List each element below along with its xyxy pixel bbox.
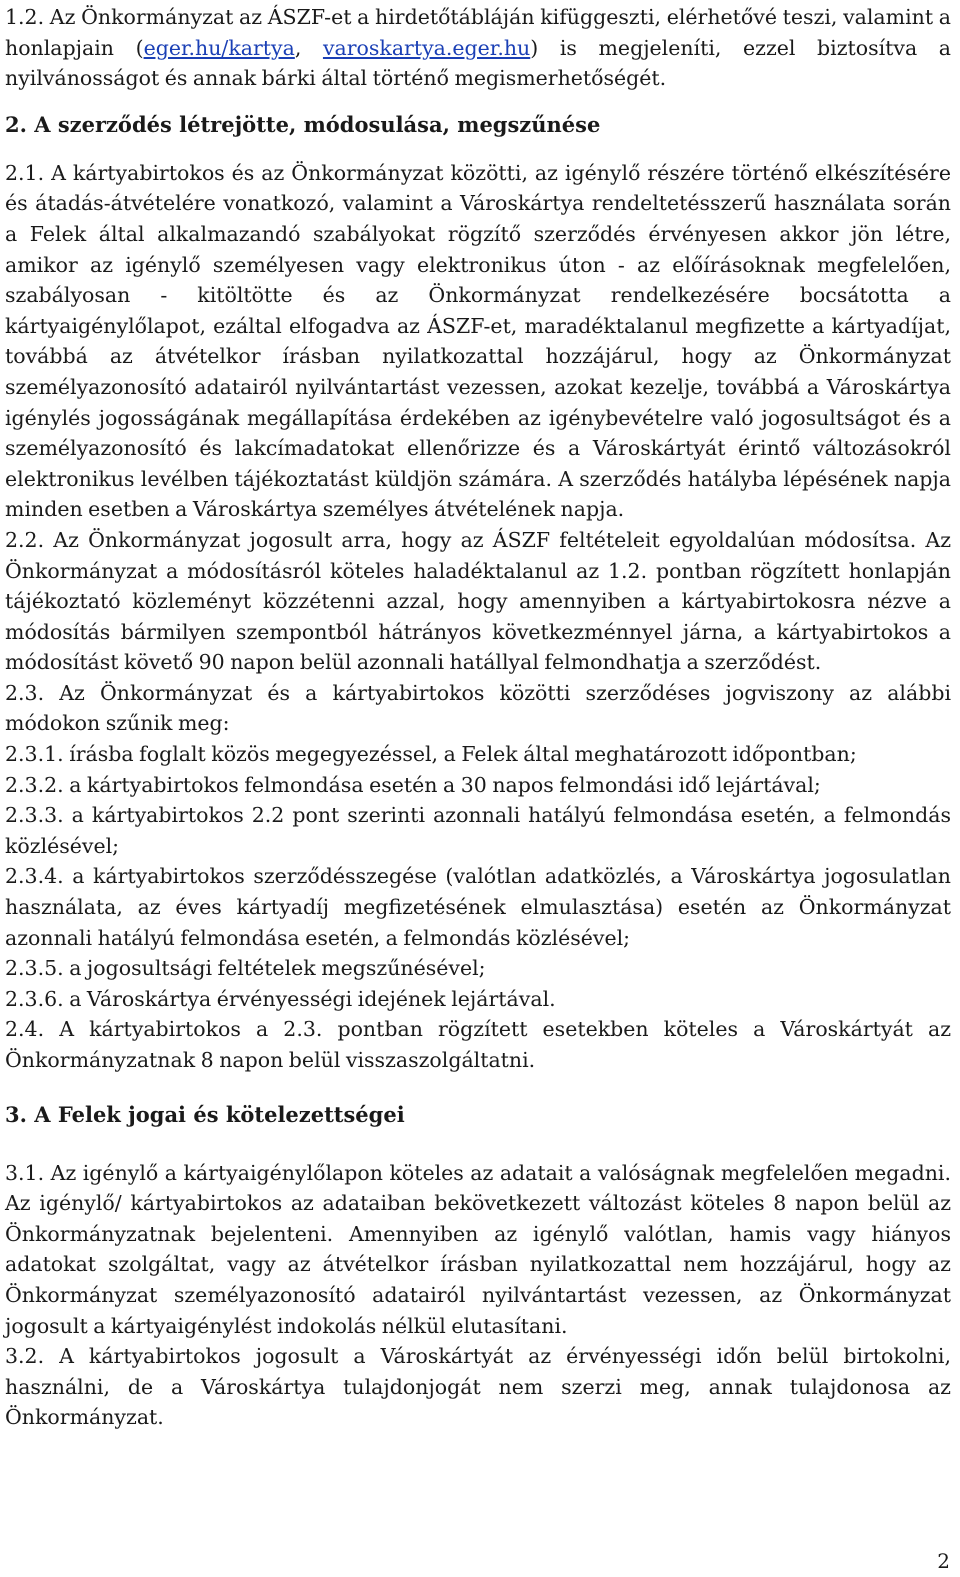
section-3-heading: 3. A Felek jogai és kötelezettségei — [5, 1101, 405, 1127]
paragraph-2-2: 2.2. Az Önkormányzat jogosult arra, hogy az ÁSZF feltételeit egyoldalúan módosítsa. Az Önkormányzat a módosításról köteles haladéktalanul az 1.2. pontban rögzített honlapján tájékoztató közleményt közzétenni azzal, hogy amennyiben a kártyabirtokosra nézve a módosítás bármilyen szempontból hátrányos következménnyel járna, a kártyabirtokos a módosítást követő 90 napon belül azonnali hatállyal felmondhatja a szerződést. — [5, 527, 951, 675]
paragraph-2-3-2: 2.3.2. a kártyabirtokos felmondása esetén a 30 napos felmondási idő lejártával; — [5, 772, 821, 797]
paragraph-1-2-text-end: ) is megjeleníti, ezzel biztosítva a nyilvánosságot és annak bárki által történő megismerhetőségét. — [5, 35, 951, 91]
paragraph-3-1: 3.1. Az igénylő a kártyaigénylőlapon köteles az adatait a valóságnak megfelelően megadni. Az igénylő/ kártyabirtokos az adataiban bekövetkezett változást köteles 8 napon belül az Önkormányzatnak bejelenteni. Amennyiben az igénylő valótlan, hamis vagy hiányos adatokat szolgáltat, vagy az átvételkor írásban nyilatkozattal nem hozzájárul, hogy az Önkormányzat személyazonosító adatairól nyilvántartást vezessen, az Önkormányzat jogosult a kártyaigénylést indokolás nélkül elutasítani. — [5, 1160, 951, 1338]
paragraph-3-2: 3.2. A kártyabirtokos jogosult a Városkártyát az érvényességi időn belül birtokolni, használni, de a Városkártya tulajdonjogát nem szerzi meg, annak tulajdonosa az Önkormányzat. — [5, 1344, 951, 1430]
paragraph-2-4: 2.4. A kártyabirtokos a 2.3. pontban rögzített esetekben köteles a Városkártyát az Önkormányzatnak 8 napon belül visszaszolgáltatni. — [5, 1017, 951, 1072]
paragraph-2-3-4: 2.3.4. a kártyabirtokos szerződésszegése (valótlan adatközlés, a Városkártya jogosulatlan használata, az éves kártyadíj megfizetésének elmulasztása) esetén az Önkormányzat azonnali hatályú felmondása esetén, a felmondás közlésével; — [5, 864, 951, 950]
paragraph-1-2-separator: , — [294, 35, 323, 60]
paragraph-1-2-text-start: 1.2. Az Önkormányzat az ÁSZF-et a hirdetőtábláján kifüggeszti, elérhetővé teszi, valamint a honlapjain ( — [5, 5, 951, 60]
paragraph-2-3-6: 2.3.6. a Városkártya érvényességi idejének lejártával. — [5, 986, 556, 1011]
paragraph-2-3-1: 2.3.1. írásba foglalt közös megegyezéssel, a Felek által meghatározott időpontban; — [5, 742, 857, 767]
paragraph-2-3-5: 2.3.5. a jogosultsági feltételek megszűnésével; — [5, 956, 486, 981]
paragraph-2-1: 2.1. A kártyabirtokos és az Önkormányzat közötti, az igénylő részére történő elkészítésére és átadás-átvételére vonatkozó, valamint a Városkártya rendeltetésszerű használata során a Felek által alkalmazandó szabályokat rögzítő szerződés érvényesen akkor jön létre, amikor az igénylő személyesen vagy elektronikus úton - az előírásoknak megfelelően, szabályosan - kitöltötte és az Önkormányzat rendelkezésére bocsátotta a kártyaigénylőlapot, ezáltal elfogadva az ÁSZF-et, maradéktalanul megfizette a kártyadíjat, továbbá az átvételkor írásban nyilatkozattal hozzájárul, hogy az Önkormányzat személyazonosító adatairól nyilvántartást vezessen, azokat kezelje, továbbá a Városkártya igénylés jogosságának megállapítása érdekében az igénybevételre való jogosultságot és a személyazonosító és lakcímadatokat ellenőrizze és a Városkártyát érintő változásokról elektronikus levélben tájékoztatást küldjön számára. A szerződés hatályba lépésének napja minden esetben a Városkártya személyes átvételének napja. — [5, 160, 951, 522]
paragraph-2-3: 2.3. Az Önkormányzat és a kártyabirtokos közötti szerződéses jogviszony az alábbi módokon szűnik meg: — [5, 680, 951, 736]
link-eger-hu-kartya[interactable]: eger.hu/kartya — [143, 35, 295, 60]
paragraph-1-2 — [5, 2, 951, 94]
section-2-heading: 2. A szerződés létrejötte, módosulása, megszűnése — [5, 111, 601, 137]
page-number: 2 — [937, 1549, 950, 1573]
link-varoskartya-eger-hu[interactable]: varoskartya.eger.hu — [322, 35, 531, 60]
document-page — [5, 0, 951, 1433]
paragraph-2-3-3: 2.3.3. a kártyabirtokos 2.2 pont szerinti azonnali hatályú felmondása esetén, a felmondás közlésével; — [5, 803, 951, 858]
